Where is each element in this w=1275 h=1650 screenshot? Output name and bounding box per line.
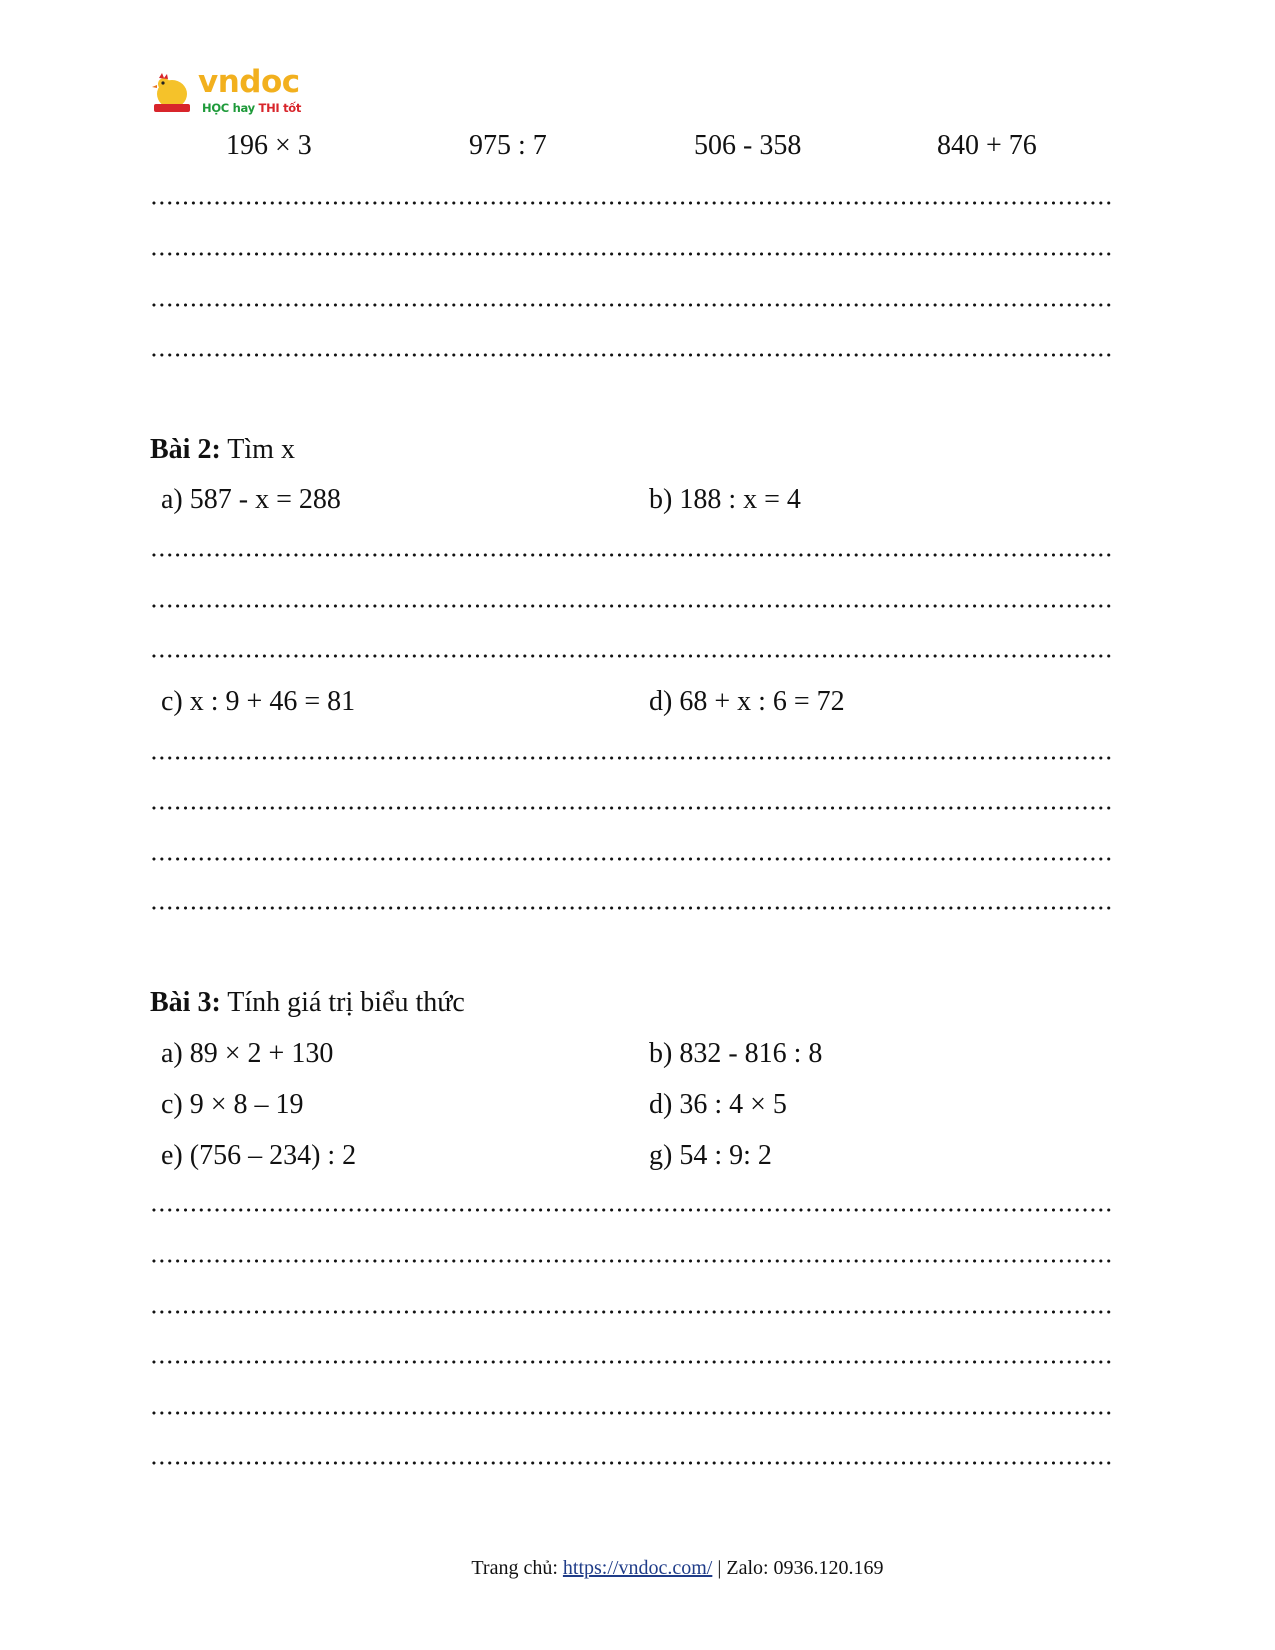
answer-line[interactable] (150, 353, 1112, 357)
bai3-item-g: g) 54 : 9: 2 (649, 1140, 772, 1171)
bai1-op-3: 506 - 358 (694, 130, 802, 161)
answer-line[interactable] (150, 1259, 1112, 1263)
answer-line[interactable] (150, 553, 1112, 557)
bai1-op-1: 196 × 3 (226, 130, 312, 161)
answer-line[interactable] (150, 1208, 1112, 1212)
logo-tagline: HỌC hay THI tốt (202, 101, 302, 115)
answer-line[interactable] (150, 806, 1112, 810)
answer-line[interactable] (150, 857, 1112, 861)
answer-line[interactable] (150, 201, 1112, 205)
homepage-link[interactable]: https://vndoc.com/ (562, 1557, 713, 1579)
answer-line[interactable] (150, 604, 1112, 608)
answer-line[interactable] (150, 252, 1112, 256)
footer-prefix: Trang chủ: (471, 1557, 563, 1579)
bai2-item-a: a) 587 - x = 288 (161, 484, 341, 515)
bai1-op-2: 975 : 7 (469, 130, 547, 161)
vndoc-logo (150, 64, 310, 120)
logo-wordmark: vndoc (198, 64, 300, 100)
bai2-item-c: c) x : 9 + 46 = 81 (161, 686, 356, 717)
bai3-item-b: b) 832 - 816 : 8 (649, 1038, 823, 1069)
bai1-op-4: 840 + 76 (937, 130, 1037, 161)
bai2-item-d: d) 68 + x : 6 = 72 (649, 686, 845, 717)
page-footer (0, 1557, 1275, 1580)
answer-line[interactable] (150, 1310, 1112, 1314)
bai3-item-d: d) 36 : 4 × 5 (649, 1089, 787, 1120)
answer-line[interactable] (150, 1461, 1112, 1465)
bai2-item-b: b) 188 : x = 4 (649, 484, 801, 515)
answer-line[interactable] (150, 756, 1112, 760)
bai3-item-c: c) 9 × 8 – 19 (161, 1089, 304, 1120)
bai3-heading: Bài 3: Tính giá trị biểu thức (150, 987, 465, 1018)
bai3-item-e: e) (756 – 234) : 2 (161, 1140, 357, 1171)
footer-contact: | Zalo: 0936.120.169 (712, 1557, 884, 1579)
answer-line[interactable] (150, 303, 1112, 307)
chicken-mascot-icon (150, 72, 194, 116)
answer-line[interactable] (150, 654, 1112, 658)
answer-line[interactable] (150, 906, 1112, 910)
bai3-item-a: a) 89 × 2 + 130 (161, 1038, 334, 1069)
answer-line[interactable] (150, 1411, 1112, 1415)
bai2-heading: Bài 2: Tìm x (150, 434, 295, 465)
answer-line[interactable] (150, 1360, 1112, 1364)
